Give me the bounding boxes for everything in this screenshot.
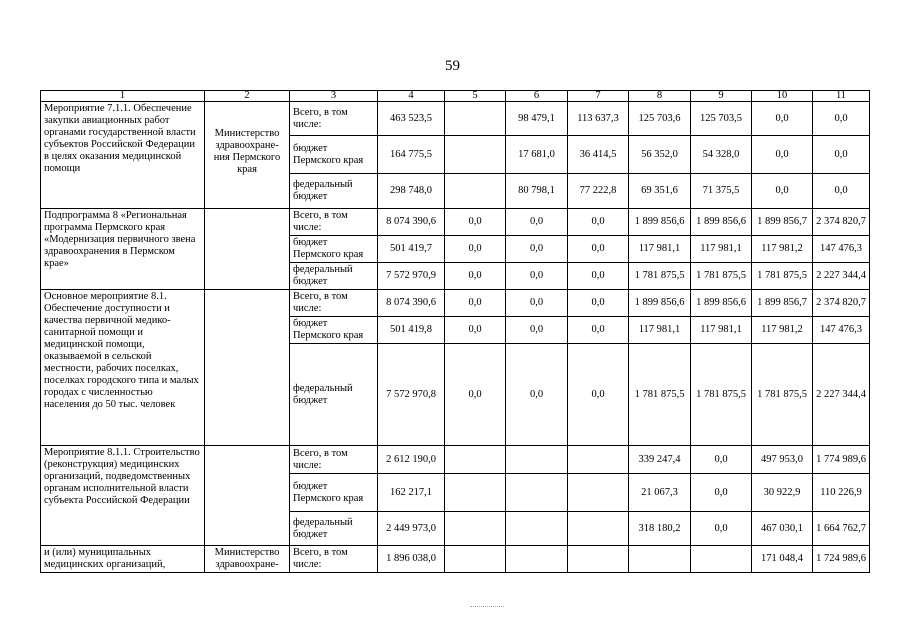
header-cell: 9 [691, 91, 752, 102]
amount-cell [445, 546, 506, 573]
amount-cell: 2 227 344,4 [813, 263, 870, 290]
amount-cell: 1 899 856,6 [629, 290, 691, 317]
amount-cell: 0,0 [506, 317, 568, 344]
amount-cell: 0,0 [691, 474, 752, 512]
amount-cell: 0,0 [506, 290, 568, 317]
funding-source-cell: федеральный бюджет [290, 344, 378, 446]
amount-cell: 1 781 875,5 [691, 344, 752, 446]
amount-cell: 1 664 762,7 [813, 512, 870, 546]
header-cell: 6 [506, 91, 568, 102]
amount-cell [445, 174, 506, 209]
amount-cell [506, 474, 568, 512]
amount-cell: 298 748,0 [378, 174, 445, 209]
executor-cell [205, 209, 290, 290]
amount-cell: 36 414,5 [568, 136, 629, 174]
amount-cell: 147 476,3 [813, 236, 870, 263]
header-cell: 10 [752, 91, 813, 102]
amount-cell: 0,0 [506, 209, 568, 236]
amount-cell: 0,0 [445, 236, 506, 263]
amount-cell [445, 446, 506, 474]
funding-source-cell: федеральный бюджет [290, 174, 378, 209]
header-cell: 2 [205, 91, 290, 102]
amount-cell: 77 222,8 [568, 174, 629, 209]
header-row [41, 91, 870, 102]
amount-cell: 2 449 973,0 [378, 512, 445, 546]
amount-cell: 2 374 820,7 [813, 290, 870, 317]
executor-cell: Министерство здравоохране-ния Пермского края [205, 102, 290, 209]
amount-cell [445, 474, 506, 512]
amount-cell: 7 572 970,9 [378, 263, 445, 290]
amount-cell: 0,0 [752, 174, 813, 209]
amount-cell: 171 048,4 [752, 546, 813, 573]
amount-cell: 2 227 344,4 [813, 344, 870, 446]
funding-source-cell: бюджет Пермского края [290, 317, 378, 344]
amount-cell: 1 899 856,7 [752, 209, 813, 236]
amount-cell: 0,0 [445, 209, 506, 236]
amount-cell: 2 612 190,0 [378, 446, 445, 474]
amount-cell: 8 074 390,6 [378, 209, 445, 236]
amount-cell: 117 981,1 [629, 236, 691, 263]
amount-cell: 1 896 038,0 [378, 546, 445, 573]
amount-cell: 125 703,6 [629, 102, 691, 136]
amount-cell: 0,0 [568, 263, 629, 290]
funding-source-cell: бюджет Пермского края [290, 474, 378, 512]
amount-cell: 0,0 [691, 446, 752, 474]
funding-source-cell: федеральный бюджет [290, 512, 378, 546]
amount-cell: 30 922,9 [752, 474, 813, 512]
amount-cell: 501 419,8 [378, 317, 445, 344]
funding-source-cell: бюджет Пермского края [290, 136, 378, 174]
amount-cell: 463 523,5 [378, 102, 445, 136]
header-cell: 5 [445, 91, 506, 102]
amount-cell: 110 226,9 [813, 474, 870, 512]
amount-cell: 113 637,3 [568, 102, 629, 136]
funding-source-cell: бюджет Пермского края [290, 236, 378, 263]
table-row [41, 290, 870, 317]
amount-cell: 1 781 875,5 [752, 344, 813, 446]
amount-cell: 0,0 [506, 263, 568, 290]
amount-cell: 1 781 875,5 [691, 263, 752, 290]
amount-cell: 162 217,1 [378, 474, 445, 512]
amount-cell: 0,0 [568, 317, 629, 344]
header-cell: 3 [290, 91, 378, 102]
amount-cell [691, 546, 752, 573]
amount-cell: 71 375,5 [691, 174, 752, 209]
amount-cell: 0,0 [568, 209, 629, 236]
table-row [41, 102, 870, 136]
amount-cell: 1 899 856,6 [691, 209, 752, 236]
amount-cell: 0,0 [568, 236, 629, 263]
activity-name-cell: Мероприятие 8.1.1. Строительство (реконструкция) медицинских организаций, подведомственных органам исполнительной власти субъекта Российской Федерации [41, 446, 205, 546]
amount-cell: 0,0 [813, 174, 870, 209]
amount-cell: 54 328,0 [691, 136, 752, 174]
activity-name-cell: и (или) муниципальных медицинских организаций, [41, 546, 205, 573]
amount-cell: 7 572 970,8 [378, 344, 445, 446]
amount-cell: 339 247,4 [629, 446, 691, 474]
amount-cell: 0,0 [568, 344, 629, 446]
amount-cell: 0,0 [445, 317, 506, 344]
header-cell: 1 [41, 91, 205, 102]
amount-cell: 17 681,0 [506, 136, 568, 174]
amount-cell: 0,0 [445, 263, 506, 290]
amount-cell: 0,0 [506, 236, 568, 263]
amount-cell: 117 981,1 [691, 317, 752, 344]
amount-cell [568, 546, 629, 573]
amount-cell: 0,0 [752, 102, 813, 136]
table-row [41, 446, 870, 474]
amount-cell: 497 953,0 [752, 446, 813, 474]
amount-cell: 1 899 856,7 [752, 290, 813, 317]
amount-cell: 56 352,0 [629, 136, 691, 174]
amount-cell: 1 899 856,6 [691, 290, 752, 317]
amount-cell: 117 981,2 [752, 236, 813, 263]
amount-cell: 0,0 [445, 290, 506, 317]
amount-cell [506, 512, 568, 546]
amount-cell: 21 067,3 [629, 474, 691, 512]
table-row [41, 546, 870, 573]
amount-cell [629, 546, 691, 573]
amount-cell: 117 981,2 [752, 317, 813, 344]
amount-cell: 0,0 [813, 136, 870, 174]
amount-cell: 0,0 [568, 290, 629, 317]
amount-cell: 117 981,1 [629, 317, 691, 344]
amount-cell: 164 775,5 [378, 136, 445, 174]
amount-cell: 147 476,3 [813, 317, 870, 344]
amount-cell: 125 703,5 [691, 102, 752, 136]
amount-cell: 501 419,7 [378, 236, 445, 263]
activity-name-cell: Подпрограмма 8 «Региональная программа Пермского края «Модернизация первичного звена здравоохранения в Пермском крае» [41, 209, 205, 290]
page-divider [470, 606, 504, 607]
amount-cell: 0,0 [445, 344, 506, 446]
amount-cell [568, 474, 629, 512]
amount-cell [445, 136, 506, 174]
amount-cell [506, 546, 568, 573]
amount-cell [445, 512, 506, 546]
amount-cell: 117 981,1 [691, 236, 752, 263]
amount-cell: 69 351,6 [629, 174, 691, 209]
amount-cell: 8 074 390,6 [378, 290, 445, 317]
header-cell: 7 [568, 91, 629, 102]
page-number: 59 [445, 58, 460, 74]
activity-name-cell: Мероприятие 7.1.1. Обеспечение закупки авиационных работ органами государственной власти субъектов Российской Федерации в целях оказания медицинской помощи [41, 102, 205, 209]
amount-cell: 1 899 856,6 [629, 209, 691, 236]
executor-cell [205, 446, 290, 546]
amount-cell: 467 030,1 [752, 512, 813, 546]
header-cell: 8 [629, 91, 691, 102]
amount-cell: 0,0 [752, 136, 813, 174]
amount-cell: 0,0 [813, 102, 870, 136]
funding-source-cell: федеральный бюджет [290, 263, 378, 290]
amount-cell: 0,0 [691, 512, 752, 546]
amount-cell: 1 781 875,5 [752, 263, 813, 290]
budget-table [40, 90, 870, 573]
funding-source-cell: Всего, в том числе: [290, 290, 378, 317]
header-cell: 11 [813, 91, 870, 102]
funding-source-cell: Всего, в том числе: [290, 209, 378, 236]
amount-cell: 1 781 875,5 [629, 344, 691, 446]
amount-cell [568, 512, 629, 546]
funding-source-cell: Всего, в том числе: [290, 102, 378, 136]
header-cell: 4 [378, 91, 445, 102]
amount-cell: 1 781 875,5 [629, 263, 691, 290]
amount-cell: 98 479,1 [506, 102, 568, 136]
amount-cell: 2 374 820,7 [813, 209, 870, 236]
amount-cell [568, 446, 629, 474]
amount-cell: 1 724 989,6 [813, 546, 870, 573]
activity-name-cell: Основное мероприятие 8.1. Обеспечение доступности и качества первичной медико-санитарной помощи и медицинской помощи, оказываемой в сельской местности, рабочих поселках, поселках городского типа и малых городах с численностью населения до 50 тыс. человек [41, 290, 205, 446]
executor-cell [205, 290, 290, 446]
funding-source-cell: Всего, в том числе: [290, 546, 378, 573]
amount-cell: 318 180,2 [629, 512, 691, 546]
amount-cell [506, 446, 568, 474]
amount-cell: 80 798,1 [506, 174, 568, 209]
amount-cell: 0,0 [506, 344, 568, 446]
amount-cell [445, 102, 506, 136]
table-row [41, 209, 870, 236]
amount-cell: 1 774 989,6 [813, 446, 870, 474]
executor-cell: Министерство здравоохране- [205, 546, 290, 573]
funding-source-cell: Всего, в том числе: [290, 446, 378, 474]
